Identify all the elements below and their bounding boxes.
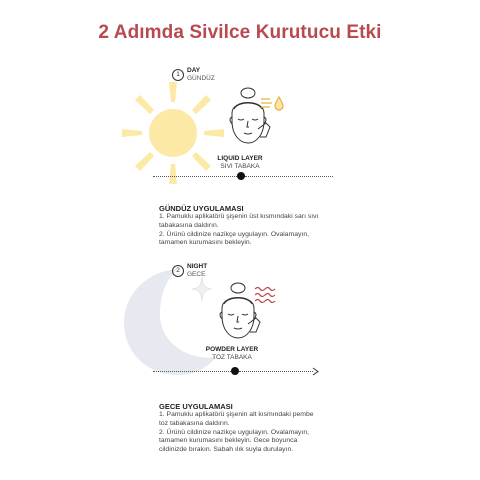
liquid-layer-sublabel: SIVI TABAKA xyxy=(220,163,260,170)
timeline-right xyxy=(239,371,313,372)
timeline-dot xyxy=(231,367,239,375)
text-line: toz tabakasına daldırın. xyxy=(159,419,230,427)
step-number-badge: 1 xyxy=(172,69,184,81)
night-section-title: GECE UYGULAMASI xyxy=(159,402,233,411)
text-line: tabakasına daldırın. xyxy=(159,221,219,229)
drop-icon xyxy=(260,95,286,111)
text-line: 1. Pamuklu aplikatörü şişenin alt kısmındaki pembe xyxy=(159,411,314,418)
text-line: 2. Ürünü cildinize nazikçe uygulayın. Ovalamayın, xyxy=(159,428,309,436)
sparkle-icon xyxy=(191,276,213,302)
text-line: 2. Ürünü cildinize nazikçe uygulayın. Ovalamayın, xyxy=(159,230,309,238)
timeline-left xyxy=(153,371,235,372)
day-section-title: GÜNDÜZ UYGULAMASI xyxy=(159,204,244,213)
step-number-badge: 2 xyxy=(172,265,184,277)
powder-layer-label: POWDER LAYER xyxy=(205,346,259,353)
step-label-night: NIGHT xyxy=(187,263,208,270)
sun-icon xyxy=(118,78,228,188)
night-section-text xyxy=(159,411,349,455)
text-line: tamamen kurumasını bekleyin. xyxy=(159,239,252,247)
text-line: 1. Pamuklu aplikatörü şişenin üst kısmındaki sarı sıvı xyxy=(159,213,319,220)
step-sublabel-night: GECE xyxy=(187,271,206,278)
text-line: cildinizde bırakın. Sabah ılık suyla durulayın. xyxy=(159,446,294,454)
timeline-left xyxy=(153,176,245,177)
heat-waves-icon xyxy=(254,286,276,306)
timeline-right xyxy=(245,176,333,177)
timeline-dot xyxy=(237,172,245,180)
liquid-layer-label: LIQUID LAYER xyxy=(217,155,263,162)
step-label-day: DAY xyxy=(187,67,201,74)
arrow-right-icon xyxy=(312,367,320,376)
powder-layer-sublabel: TOZ TABAKA xyxy=(212,354,252,361)
step-sublabel-day: GÜNDÜZ xyxy=(187,75,215,82)
page-title: 2 Adımda Sivilce Kurutucu Etki xyxy=(98,22,382,43)
text-line: tamamen kurumasını bekleyin. Gece boyunca xyxy=(159,437,298,445)
day-section-text xyxy=(159,213,349,248)
